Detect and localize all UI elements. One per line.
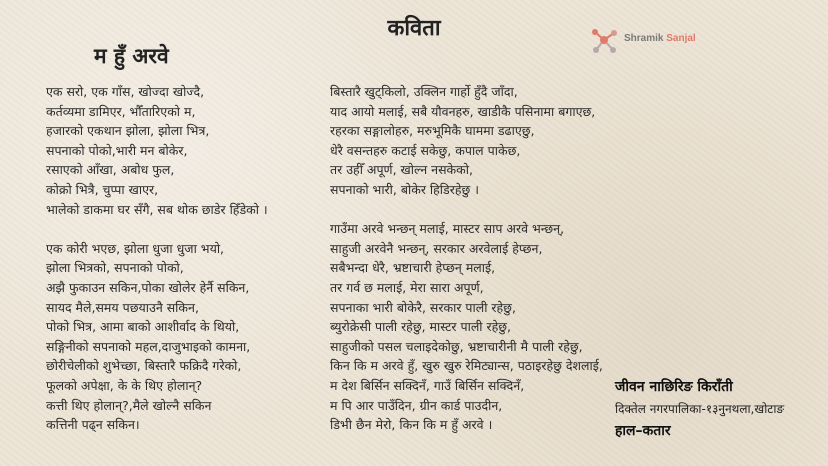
poem-line: धेरै वसन्तहरु कटाई सकेछु, कपाल पाकेछ,: [330, 142, 521, 158]
poem-line: सपनाको भारी, बोकेर हिडिरहेछु ।: [330, 181, 479, 197]
poem-line: भालेको डाकमा घर सँगै, सब थोक छाडेर हिँडेको ।: [46, 201, 268, 217]
poem-line: सायद मैले,समय पछयाउनै सकिन,: [46, 299, 199, 315]
poem-line: सबैभन्दा धेरै, भ्रष्टाचारी हेप्छन् मलाई,: [330, 260, 496, 276]
poem-column-right: [330, 82, 603, 435]
poem-line: सङ्गिनीको सपनाको महल,दाजुभाइको कामना,: [46, 338, 251, 354]
poem-line: याद आयो मलाई, सबै यौवनहरु, खाडीकै पसिनामा बगाएछ,: [330, 103, 596, 119]
poem-line: हजारको एकथान झोला, झोला भित्र,: [46, 123, 210, 139]
poem-line: कोक्रो भित्रै, चुप्पा खाएर,: [46, 181, 159, 197]
poem-line: अझै फुकाउन सकिन,पोका खोलेर हेर्नै सकिन,: [46, 279, 250, 295]
poem-line: एक कोरी भएछ, झोला धुजा धुजा भयो,: [46, 240, 225, 256]
poem-line: पोको भित्र, आमा बाको आशीर्वाद के थियो,: [46, 319, 240, 335]
poem-line: तर उहीँ अपूर्ण, खोल्न नसकेको,: [330, 162, 473, 178]
author-block: [615, 376, 784, 442]
brand-name-part1: Shramik: [624, 33, 664, 44]
brand-name: [624, 33, 696, 44]
author-name: जीवन नाछिरिङ किराँती: [615, 379, 733, 395]
author-address: दिक्तेल नगरपालिका-१३नुनथला,खोटाङ: [615, 402, 785, 416]
poem-line: तर गर्व छ मलाई, मेरा सारा अपूर्ण,: [330, 279, 484, 295]
poem-line: सपनाका भारी बोकेरै, सरकार पाली रहेछु,: [330, 299, 516, 315]
stanza: [330, 219, 603, 435]
poem-line: गाउँमा अरवे भन्छन् मलाई, मास्टर साप अरवे भन्छन्,: [330, 221, 565, 237]
poem-line: म देश बिर्सिन सक्दिनँ, गाउँ बिर्सिन सक्दिनँ,: [330, 377, 525, 393]
poem-line: बिस्तारै खुट्किलो, उक्लिन गार्हो हुँदै जाँदा,: [330, 84, 518, 99]
page-title: कविता: [387, 16, 441, 41]
poem-line: म पि आर पाउँदिन, ग्रीन कार्ड पाउदीन,: [330, 397, 503, 413]
poem-line: एक सरो, एक गाँस, खोज्दा खोज्दै,: [46, 84, 205, 99]
poem-line: ब्युरोक्रेसी पाली रहेछु, मास्टर पाली रहेछु,: [330, 319, 512, 335]
stanza: [46, 239, 268, 435]
poem-line: रसाएको आँखा, अबोध फुल,: [46, 162, 175, 178]
poem-line: साहुजी अरवेनै भन्छन्, सरकार अरवेलाई हेप्छन,: [330, 240, 543, 256]
network-nodes-icon: [590, 24, 620, 56]
brand-logo[interactable]: [590, 24, 710, 58]
poem-line: किन कि म अरवे हुँ, खुरु खुरु रेमिट्यान्स, पठाइरहेछु देशलाई,: [330, 358, 603, 374]
poem-line: कत्तिनी पढ्न सकिन।: [46, 417, 140, 433]
poem-line: झोला भित्रको, सपनाको पोको,: [46, 260, 184, 276]
poem-line: सपनाको पोको,भारी मन बोकेर,: [46, 142, 188, 158]
poem-line: कर्तव्यमा डामिएर, भौँतारिएको म,: [46, 103, 196, 119]
poem-line: डिभी छैन मेरो, किन कि म हुँ अरवे ।: [330, 417, 493, 433]
poem-line: फूलको अपेक्षा, के के थिए होलान्?: [46, 377, 203, 393]
poem-line: साहुजीको पसल चलाइदेकोछु, भ्रष्टाचारीनी मै पाली रहेछु,: [330, 338, 583, 354]
stanza: [46, 82, 268, 219]
poem-line: छोरीचेलीको शुभेच्छा, बिस्तारै फक्रिदै गरेको,: [46, 358, 242, 374]
stanza: [330, 82, 603, 200]
poem-line: रहरका सङ्गालोहरु, मरुभूमिकै घाममा डढाएछु,: [330, 123, 535, 139]
poem-column-left: [46, 82, 268, 435]
poem-title: म हुँ अरवे: [94, 44, 169, 68]
brand-name-part2: Sanjal: [666, 33, 696, 44]
poem-line: कत्ती थिए होलान्?,मैले खोल्नै सकिन: [46, 397, 212, 413]
author-current-location: हाल–कतार: [615, 423, 671, 439]
